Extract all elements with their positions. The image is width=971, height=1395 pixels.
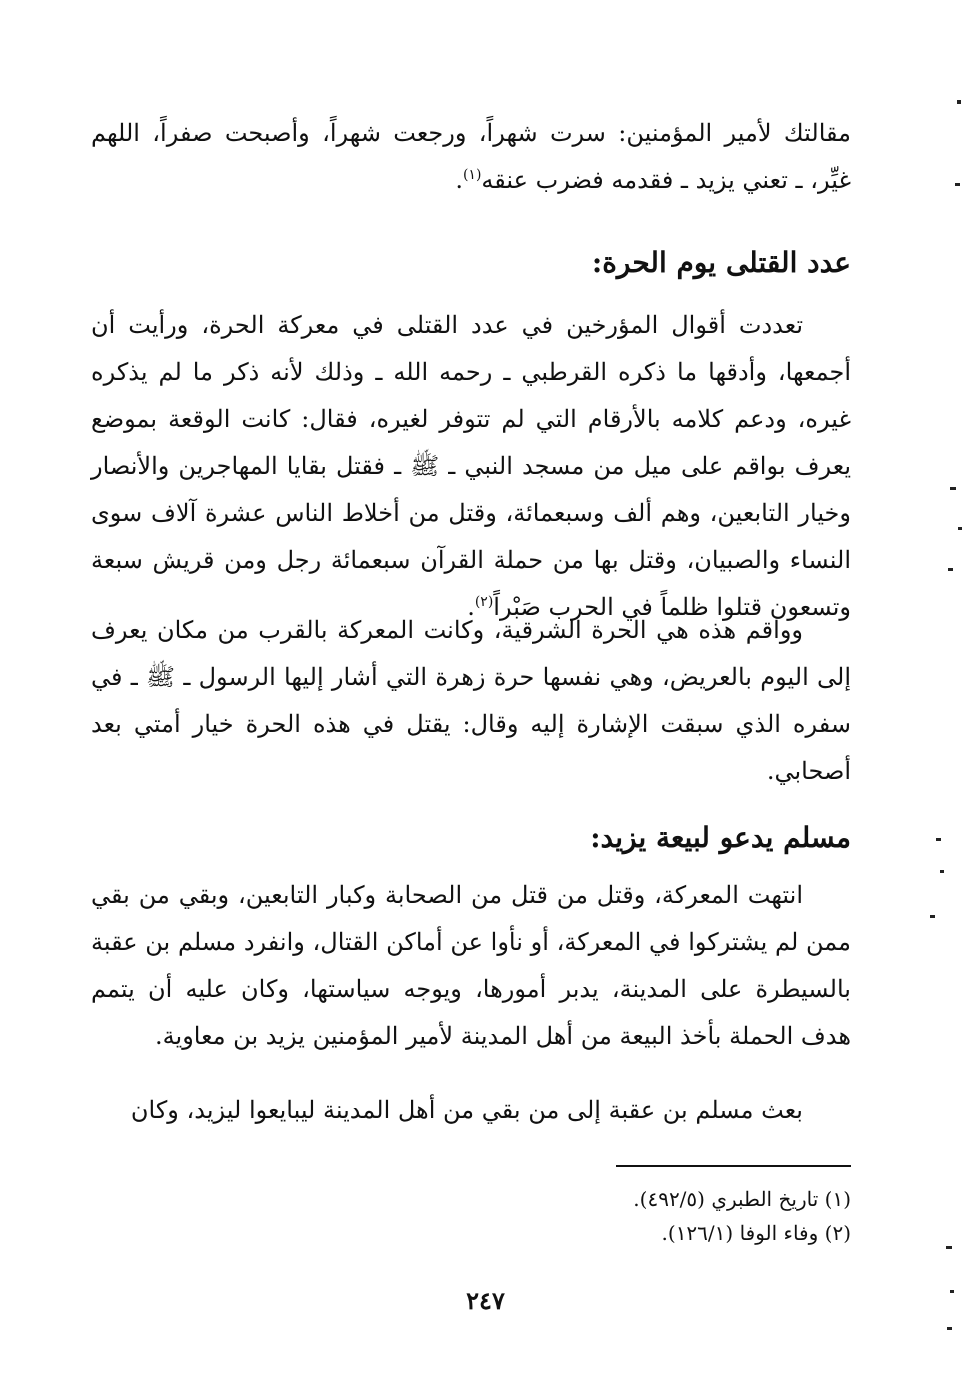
paragraph-3: وواقم هذه هي الحرة الشرقية، وكانت المعركة بالقرب من مكان يعرف إلى اليوم بالعريض، وهي نفسها حرة زهرة التي أشار إليها الرسول ـ ﷺ ـ في سفره الذي سبقت الإشارة إليه وقال: يقتل في هذه الحرة خيار أمتي بعد أصحابي. [91, 616, 851, 785]
scan-speck [950, 487, 956, 490]
scan-speck [948, 568, 953, 571]
scan-speck [930, 915, 935, 918]
paragraph-5: بعث مسلم بن عقبة إلى من بقي من أهل المدينة ليبايعوا ليزيد، وكان [130, 1096, 803, 1124]
paragraph-1-end: . [455, 166, 463, 194]
page-number: ٢٤٧ [466, 1286, 505, 1315]
scan-speck [946, 1246, 952, 1249]
paragraph-2 [91, 302, 851, 631]
footnote-2: (٢) وفاء الوفا (١٢٦/١). [661, 1221, 851, 1245]
footnote-ref-2: (٢) [474, 594, 494, 610]
footnote-separator [616, 1165, 851, 1167]
paragraph-2-end: . [467, 593, 475, 621]
scan-speck [936, 838, 941, 841]
paragraph-1-text: مقالتك لأمير المؤمنين: سرت شهراً، ورجعت شهراً، وأصبحت صفراً، اللهم غيِّر، ـ تعني يزيد ـ فقدمه فضرب عنقه [91, 119, 851, 194]
scan-speck [940, 870, 944, 873]
scan-speck [955, 183, 960, 186]
paragraph-2-text: تعددت أقوال المؤرخين في عدد القتلى في معركة الحرة، ورأيت أن أجمعها، وأدقها ما ذكره القرطبي ـ رحمه الله ـ وذلك لأنه ذكر ما لم يذكره غيره، ودعم كلامه بالأرقام التي لم تتوفر لغيره، فقال: كانت الوقعة بموضع يعرف بواقم على ميل من مسجد النبي ـ ﷺ ـ فقتل بقايا المهاجرين والأنصار وخيار التابعين، وهم ألف وسبعمائة، وقتل من أخلاط الناس عشرة آلاف سوى النساء والصبيان، وقتل بها من حملة القرآن سبعمائة رجل ومن قريش سبعة وتسعون قتلوا ظلماً في الحرب صَبْراً [91, 311, 852, 621]
section-heading-bayah: مسلم يدعو لبيعة يزيد: [590, 821, 851, 854]
scan-speck [958, 527, 962, 530]
scan-speck [957, 100, 961, 104]
footnotes [91, 1182, 851, 1250]
footnote-ref-1: (١) [462, 167, 482, 183]
paragraph-4: انتهت المعركة، وقتل من قتل من الصحابة وكبار التابعين، وبقي من بقي ممن لم يشتركوا في المعركة، أو نأوا عن أماكن القتال، وانفرد مسلم بن عقبة بالسيطرة على المدينة، يدبر أمورها، ويوجه سياستها، وكان عليه أن يتمم هدف الحملة بأخذ البيعة من أهل المدينة لأمير المؤمنين يزيد بن معاوية. [91, 881, 851, 1050]
paragraph-1 [91, 110, 851, 204]
scan-speck [947, 1327, 952, 1330]
scan-speck [950, 1290, 954, 1293]
footnote-1: (١) تاريخ الطبري (٤٩٢/٥). [633, 1187, 851, 1211]
section-heading-casualties: عدد القتلى يوم الحرة: [591, 246, 851, 279]
